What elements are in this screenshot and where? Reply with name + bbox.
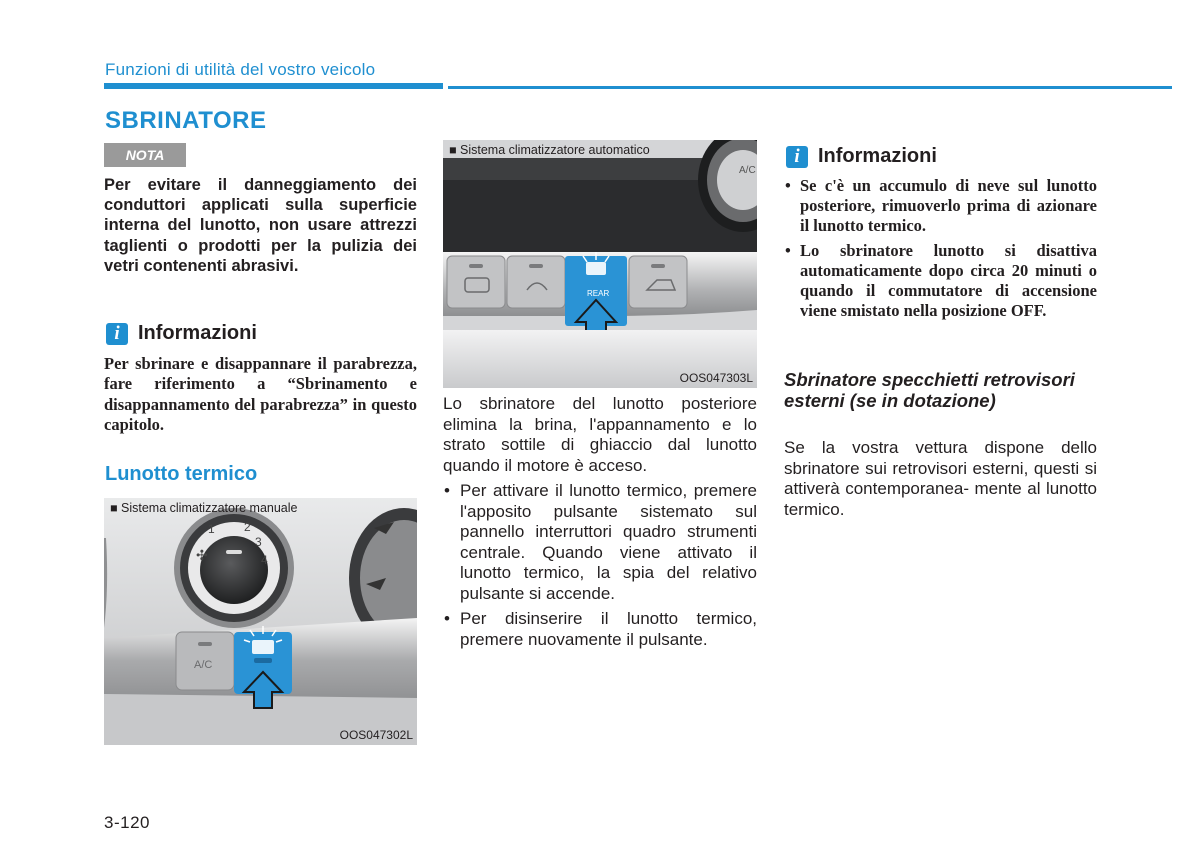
figure-caption: ■ Sistema climatizzatore automatico <box>449 143 650 157</box>
manual-climate-illustration <box>104 498 417 745</box>
ac-dial-label: A/C <box>739 165 756 176</box>
list-item: • Lo sbrinatore lunotto si disattiva automaticamente dopo circa 20 minuti o quando il commutatore di accensione viene smistato nella posizione OFF. <box>784 241 1097 322</box>
section-title: SBRINATORE <box>105 107 267 134</box>
ac-label: A/C <box>194 659 213 671</box>
nota-badge: NOTA <box>104 143 186 167</box>
header-bar-thin <box>448 86 1172 89</box>
mirrors-text: Se la vostra vettura dispone dello sbrinatore sui retrovisori esterni, questi si attiverà contemporanea- mente al lunotto termico. <box>784 438 1097 519</box>
list-item: • Per attivare il lunotto termico, premere l'apposito pulsante sistemato sul pannello interruttori quadro strumenti centrale. Quando viene attivato il lunotto termico, la spia del relativo pulsante si accende. <box>443 481 757 604</box>
info-text: Per sbrinare e disappannare il parabrezza, fare riferimento a “Sbrinamento e disappannamento del parabrezza” in questo capitolo. <box>104 354 417 435</box>
mirrors-subtitle: Sbrinatore specchietti retrovisori esterni (se in dotazione) <box>784 369 1075 411</box>
dial-number: 1 <box>208 522 215 536</box>
dial-number: 2 <box>244 520 251 534</box>
figure-auto-climate <box>443 140 757 388</box>
figure-manual-climate <box>104 498 417 745</box>
dial-number: 4 <box>261 553 268 567</box>
info-icon: i <box>786 146 808 168</box>
rear-defrost-intro: Lo sbrinatore del lunotto posteriore elimina la brina, l'appannamento e lo strato sottile di ghiaccio dal lunotto quando il motore è acceso. <box>443 394 757 475</box>
nota-text: Per evitare il danneggiamento dei conduttori applicati sulla superficie interna del lunotto, non usare attrezzi taglienti o prodotti per la pulizia dei vetri contenenti abrasivi. <box>104 176 417 275</box>
chapter-title: Funzioni di utilità del vostro veicolo <box>105 60 376 79</box>
figure-code: OOS047303L <box>679 371 753 385</box>
fan-icon: ✣ <box>196 547 208 563</box>
figure-code: OOS047302L <box>339 728 413 742</box>
info-label: Informazioni <box>818 145 937 167</box>
info-bullets <box>784 176 1097 325</box>
info-icon: i <box>106 323 128 345</box>
header-bar-thick <box>104 83 443 89</box>
dial-number: 3 <box>255 535 262 549</box>
rear-label: REAR <box>587 289 610 298</box>
info-heading <box>106 322 257 345</box>
figure-caption: ■ Sistema climatizzatore manuale <box>110 501 298 515</box>
info-label: Informazioni <box>138 322 257 344</box>
list-item: • Se c'è un accumulo di neve sul lunotto posteriore, rimuoverlo prima di azionare il lunotto termico. <box>784 176 1097 237</box>
page-number: 3-120 <box>104 813 150 832</box>
list-item: • Per disinserire il lunotto termico, premere nuovamente il pulsante. <box>443 609 757 650</box>
rear-defrost-steps <box>443 481 757 655</box>
info-heading <box>786 145 937 168</box>
subsection-title: Lunotto termico <box>105 463 258 485</box>
auto-climate-illustration <box>443 140 757 388</box>
